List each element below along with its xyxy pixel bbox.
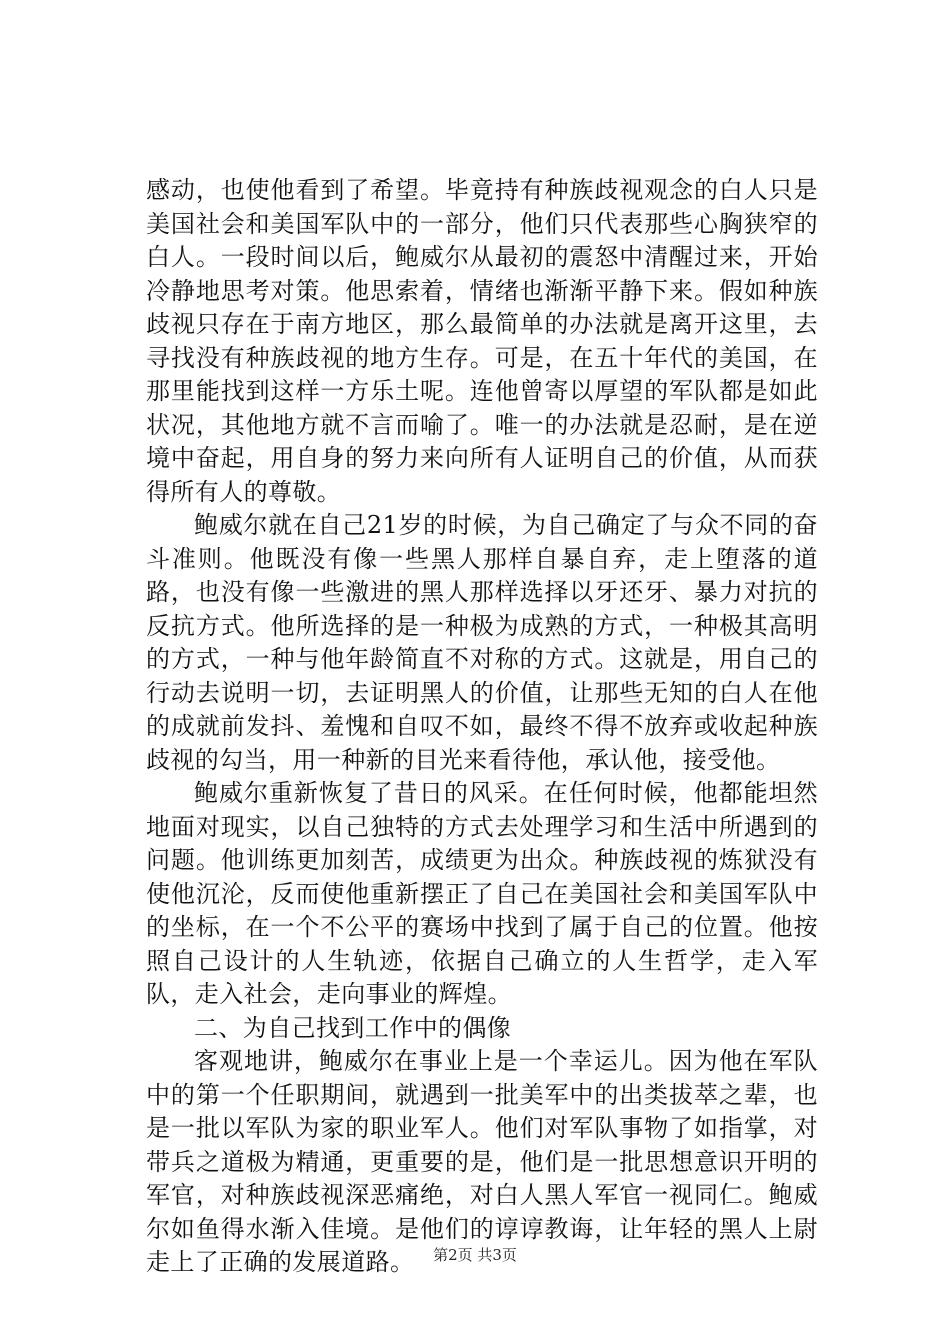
page-footer xyxy=(0,1245,950,1265)
paragraph-struggle-principle: 鲍威尔就在自己21岁的时候，为自己确定了与众不同的奋斗准则。他既没有像一些黑人那样自暴自弃，走上堕落的道路，也没有像一些激进的黑人那样选择以牙还牙、暴力对抗的反抗方式。他所选择的是一种极为成熟的方式，一种极其高明的方式，一种与他年龄简直不对称的方式。这就是，用自己的行动去说明一切，去证明黑人的价值，让那些无知的白人在他的成就前发抖、羞愧和自叹不如，最终不得不放弃或收起种族歧视的勾当，用一种新的目光来看待他，承认他，接受他。 xyxy=(146,511,818,774)
page-number: 第2页 共3页 xyxy=(433,1246,517,1264)
paragraph-continuation: 感动，也使他看到了希望。毕竟持有种族歧视观念的白人只是美国社会和美国军队中的一部分，他们只代表那些心胸狭窄的白人。一段时间以后，鲍威尔从最初的震怒中清醒过来，开始冷静地思考对策。他思索着，情绪也渐渐平静下来。假如种族歧视只存在于南方地区，那么最简单的办法就是离开这里，去寻找没有种族歧视的地方生存。可是，在五十年代的美国，在那里能找到这样一方乐土呢。连他曾寄以厚望的军队都是如此状况，其他地方就不言而喻了。唯一的办法就是忍耐，是在逆境中奋起，用自身的努力来向所有人证明自己的价值，从而获得所有人的尊敬。 xyxy=(146,176,818,506)
section-heading: 二、为自己找到工作中的偶像 xyxy=(194,1013,512,1042)
paragraph-recovery: 鲍威尔重新恢复了昔日的风采。在任何时候，他都能坦然地面对现实，以自己独特的方式去处理学习和生活中所遇到的问题。他训练更加刻苦，成绩更为出众。种族歧视的炼狱没有使他沉沦，反而使他重新摆正了自己在美国社会和美国军队中的坐标，在一个不公平的赛场中找到了属于自己的位置。他按照自己设计的人生轨迹，依据自己确立的人生哲学，走入军队，走入社会，走向事业的辉煌。 xyxy=(146,779,818,1008)
paragraph-lucky-career: 客观地讲，鲍威尔在事业上是一个幸运儿。因为他在军队中的第一个任职期间，就遇到一批美军中的出类拔萃之辈，也是一批以军队为家的职业军人。他们对军队事物了如指掌，对带兵之道极为精通，更重要的是，他们是一批思想意识开明的军官，对种族歧视深恶痛绝，对白人黑人军官一视同仁。鲍威尔如鱼得水渐入佳境。是他们的谆谆教诲，让年轻的黑人上尉走上了正确的发展道路。 xyxy=(146,1047,818,1276)
body-text xyxy=(146,174,818,1280)
